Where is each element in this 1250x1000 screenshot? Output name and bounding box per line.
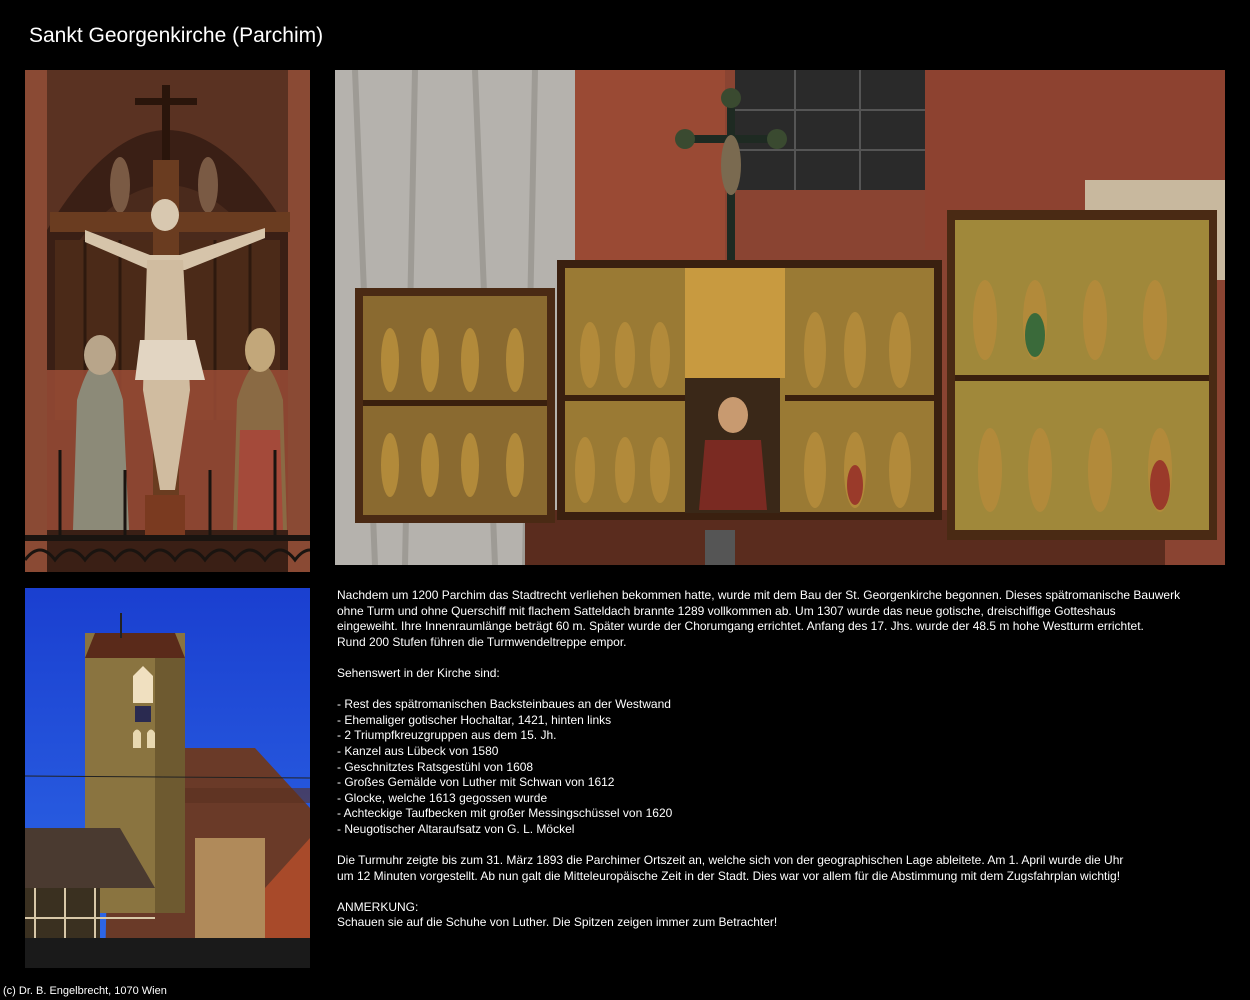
- list-item: - Rest des spätromanischen Backsteinbaues an der Westwand: [337, 697, 671, 712]
- spacer: [337, 650, 1217, 666]
- crucifix-photo: [25, 70, 310, 572]
- list-item: - 2 Triumpfkreuzgruppen aus dem 15. Jh.: [337, 728, 557, 743]
- page-title: Sankt Georgenkirche (Parchim): [29, 24, 324, 47]
- list-item: - Großes Gemälde von Luther mit Schwan von 1612: [337, 775, 615, 790]
- copyright-footer: (c) Dr. B. Engelbrecht, 1070 Wien: [3, 985, 167, 997]
- note-text: Schauen sie auf die Schuhe von Luther. Die Spitzen zeigen immer zum Betrachter!: [337, 915, 778, 930]
- list-item: - Glocke, welche 1613 gegossen wurde: [337, 790, 548, 805]
- list-item: - Geschnitztes Ratsgestühl von 1608: [337, 759, 534, 774]
- note-heading: ANMERKUNG:: [337, 899, 419, 914]
- list-item: - Neugotischer Altaraufsatz von G. L. Möckel: [337, 821, 575, 836]
- intro-line: Rund 200 Stufen führen die Turmwendeltreppe empor.: [337, 634, 627, 649]
- sights-heading: Sehenswert in der Kirche sind:: [337, 665, 500, 680]
- list-item: - Kanzel aus Lübeck von 1580: [337, 743, 499, 758]
- spacer: [337, 884, 1217, 900]
- spacer: [337, 838, 1217, 854]
- list-item: - Achteckige Taufbecken mit großer Messingschüssel von 1620: [337, 806, 673, 821]
- altar-photo: [335, 70, 1225, 565]
- intro-line: Nachdem um 1200 Parchim das Stadtrecht verliehen bekommen hatte, wurde mit dem Bau der St. Georgenkirche begonnen. Dieses spätromanische Bauwerk: [337, 588, 1181, 602]
- intro-line: eingeweiht. Ihre Innenraumlänge beträgt 60 m. Später wurde der Chorumgang errichtet. Anfang des 17. Jhs. wurde der 48.5 m hohe Westturm errichtet.: [337, 619, 1144, 634]
- description-text: [337, 588, 1217, 931]
- spacer: [337, 682, 1217, 698]
- intro-line: ohne Turm und ohne Querschiff mit flachem Satteldach brannte 1289 vollkommen ab. Um 1307 wurde das neue gotische, dreischiffige Gotteshaus: [337, 603, 1116, 618]
- clock-line: um 12 Minuten vorgestellt. Ab nun galt die Mitteleuropäische Zeit in der Stadt. Dies war vor allem für die Abstimmung mit dem Zugsfahrplan wichtig!: [337, 868, 1121, 883]
- church-exterior-photo: [25, 588, 310, 968]
- list-item: - Ehemaliger gotischer Hochaltar, 1421, hinten links: [337, 712, 612, 727]
- clock-line: Die Turmuhr zeigte bis zum 31. März 1893 die Parchimer Ortszeit an, welche sich von der geographischen Lage ableitete. Am 1. April wurde die Uhr: [337, 853, 1124, 868]
